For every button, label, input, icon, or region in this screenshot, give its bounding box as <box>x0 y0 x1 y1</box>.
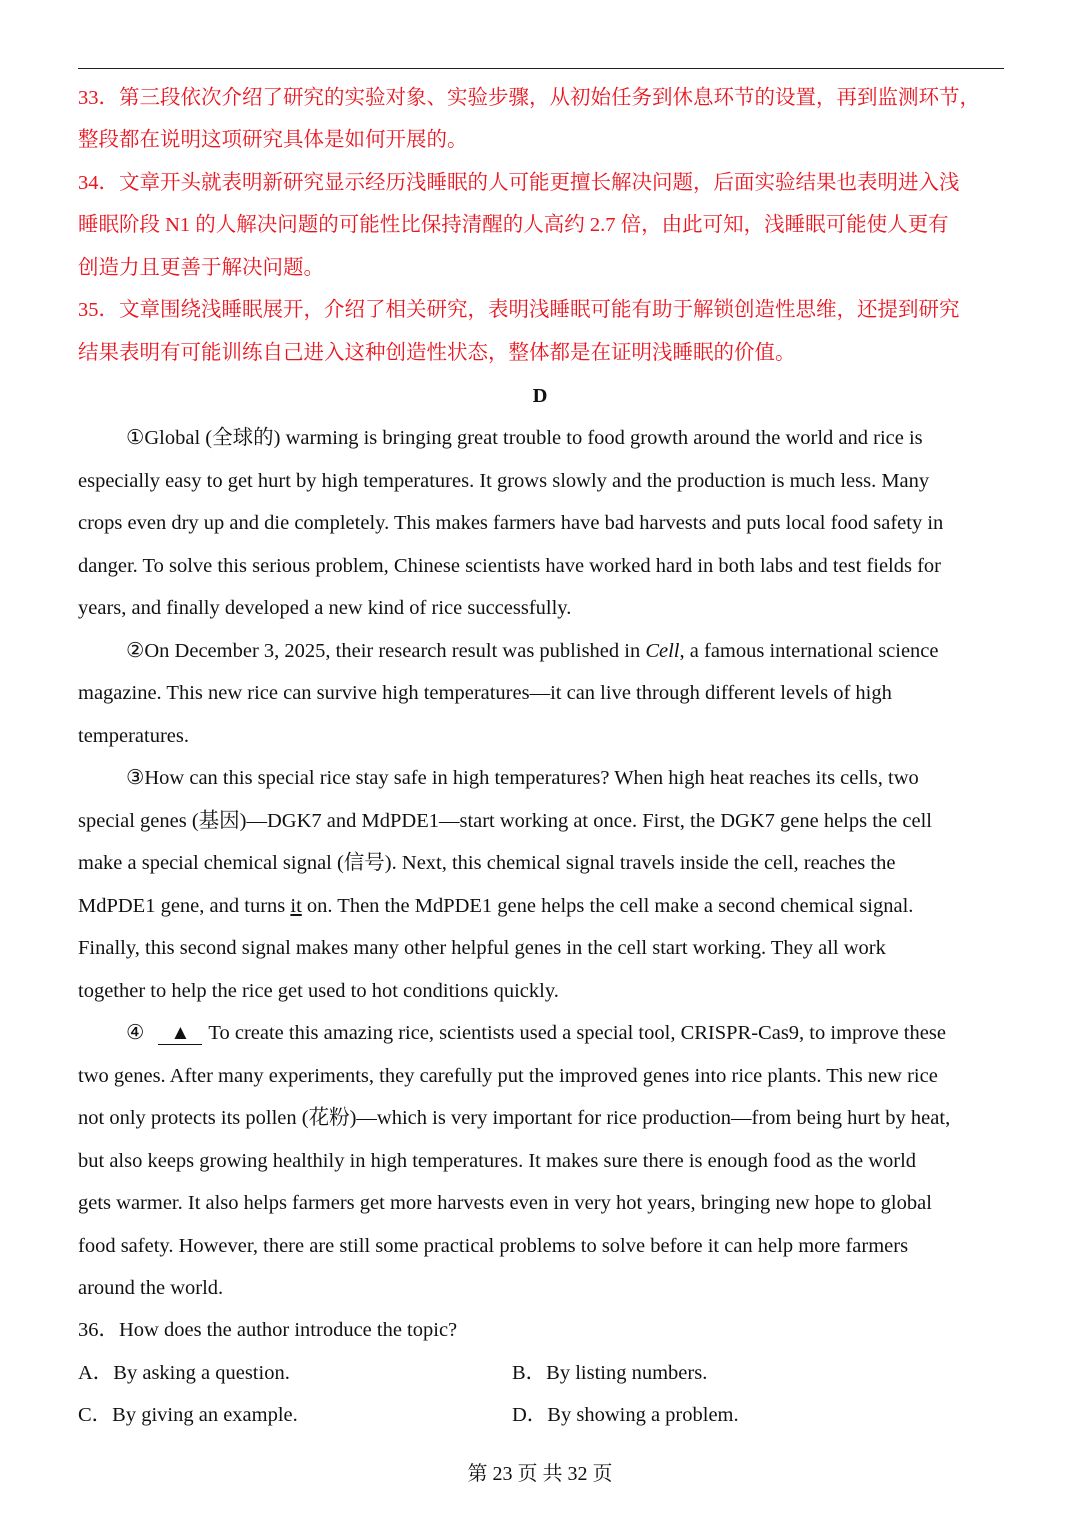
paragraph-1-line: crops even dry up and die completely. This makes farmers have bad harvests and puts local food safety in <box>78 512 944 534</box>
paragraph-1-line: especially easy to get hurt by high temperatures. It grows slowly and the production is much less. Many <box>78 470 930 492</box>
paragraph-1-line: ①Global (全球的) warming is bringing great trouble to food growth around the world and rice is <box>126 427 923 449</box>
paragraph-3-line: make a special chemical signal (信号). Next, this chemical signal travels inside the cell, reaches the <box>78 852 896 874</box>
answer-blank: ▲ <box>158 1022 202 1045</box>
option-d[interactable]: D．By showing a problem. <box>512 1404 739 1426</box>
paragraph-number: ④ <box>126 1022 145 1044</box>
paragraph-2-text: , a famous international science <box>679 640 939 662</box>
answer-35-line-1: 35．文章围绕浅睡眠展开，介绍了相关研究，表明浅睡眠可能有助于解锁创造性思维，还提到研究 <box>78 299 960 321</box>
paragraph-2-text: ②On December 3, 2025, their research result was published in <box>126 640 646 662</box>
paragraph-1-line: years, and finally developed a new kind of rice successfully. <box>78 597 572 619</box>
paragraph-3-line: special genes (基因)—DGK7 and MdPDE1—start working at once. First, the DGK7 gene helps the cell <box>78 810 932 832</box>
option-b[interactable]: B．By listing numbers. <box>512 1362 708 1384</box>
underlined-word: it <box>290 895 302 917</box>
paragraph-4-line <box>126 1018 946 1048</box>
paragraph-3-text: on. Then the MdPDE1 gene helps the cell make a second chemical signal. <box>301 895 914 917</box>
paragraph-4-line: food safety. However, there are still some practical problems to solve before it can help more farmers <box>78 1235 909 1257</box>
paragraph-3-text: MdPDE1 gene, and turns <box>78 895 291 917</box>
answer-35-line-2: 结果表明有可能训练自己进入这种创造性状态，整体都是在证明浅睡眠的价值。 <box>78 342 796 364</box>
paragraph-3-line <box>78 891 913 921</box>
header-rule <box>78 68 1004 69</box>
answer-34-line-1: 34．文章开头就表明新研究显示经历浅睡眠的人可能更擅长解决问题，后面实验结果也表明进入浅 <box>78 172 960 194</box>
paragraph-2-line: magazine. This new rice can survive high temperatures—it can live through different levels of high <box>78 682 892 704</box>
paragraph-2-line: temperatures. <box>78 725 189 747</box>
option-a[interactable]: A．By asking a question. <box>78 1362 290 1384</box>
paragraph-4-line: two genes. After many experiments, they carefully put the improved genes into rice plants. This new rice <box>78 1065 938 1087</box>
answer-33-line-1: 33．第三段依次介绍了研究的实验对象、实验步骤，从初始任务到休息环节的设置，再到监测环节， <box>78 87 980 109</box>
paragraph-3-line: together to help the rice get used to hot conditions quickly. <box>78 980 559 1002</box>
paragraph-4-line: but also keeps growing healthily in high temperatures. It makes sure there is enough food as the world <box>78 1150 917 1172</box>
question-36-stem: 36．How does the author introduce the topic? <box>78 1319 458 1341</box>
answer-34-line-3: 创造力且更善于解决问题。 <box>78 257 324 279</box>
paragraph-3-line: Finally, this second signal makes many other helpful genes in the cell start working. They all work <box>78 937 886 959</box>
paragraph-1-line: danger. To solve this serious problem, Chinese scientists have worked hard in both labs and test fields for <box>78 555 942 577</box>
paragraph-3-line: ③How can this special rice stay safe in high temperatures? When high heat reaches its cells, two <box>126 767 919 789</box>
paragraph-2-line <box>126 636 939 666</box>
section-title: D <box>532 385 548 407</box>
answer-33-line-2: 整段都在说明这项研究具体是如何开展的。 <box>78 129 468 151</box>
paragraph-4-text: To create this amazing rice, scientists used a special tool, CRISPR-Cas9, to improve these <box>208 1022 946 1044</box>
answer-34-line-2: 睡眠阶段 N1 的人解决问题的可能性比保持清醒的人高约 2.7 倍，由此可知，浅睡眠可能使人更有 <box>78 214 949 236</box>
option-c[interactable]: C．By giving an example. <box>78 1404 298 1426</box>
page-footer: 第 23 页 共 32 页 <box>467 1463 613 1485</box>
magazine-name: Cell <box>645 640 680 662</box>
paragraph-4-line: not only protects its pollen (花粉)—which is very important for rice production—from being hurt by heat, <box>78 1107 951 1129</box>
paragraph-4-line: gets warmer. It also helps farmers get more harvests even in very hot years, bringing new hope to global <box>78 1192 932 1214</box>
paragraph-4-line: around the world. <box>78 1277 224 1299</box>
